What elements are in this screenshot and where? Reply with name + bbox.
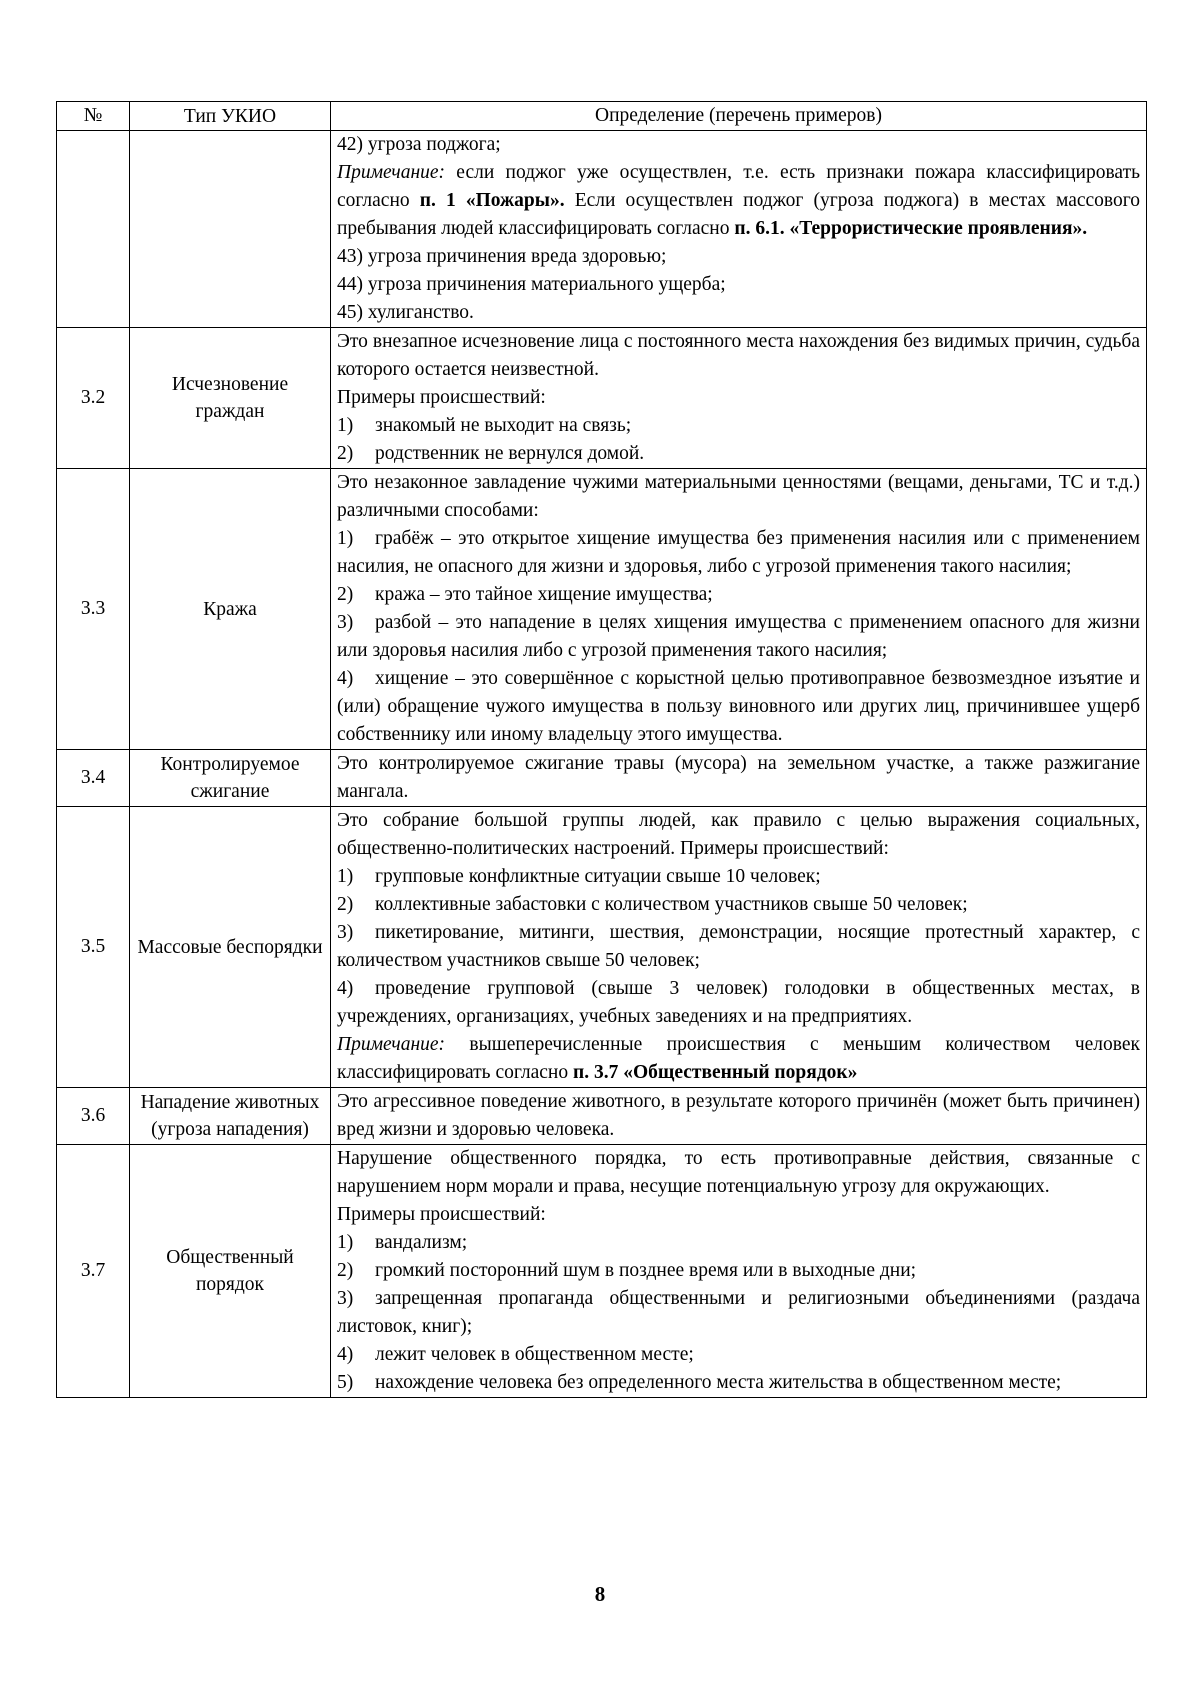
list-item [337, 412, 1140, 440]
row-type: Общественный порядок [130, 1145, 331, 1398]
list-item [337, 525, 1140, 581]
list-number: 3) [337, 922, 354, 943]
list-text: проведение групповой (свыше 3 человек) голодовки в общественных местах, в учреждениях, организациях, учебных заведениях и на предприятиях. [337, 978, 1140, 1027]
definition-intro: Это внезапное исчезновение лица с постоянного места нахождения без видимых причин, судьба которого остается неизвестной. [337, 331, 1140, 380]
row-type [130, 131, 331, 328]
list-text: разбой – это нападение в целях хищения имущества с применением опасного для жизни или здоровья насилия либо с угрозой применения такого насилия; [337, 612, 1140, 661]
list-number: 3) [337, 1288, 354, 1309]
definition-intro: Это незаконное завладение чужими материальными ценностями (вещами, деньгами, ТС и т.д.) различными способами: [337, 472, 1140, 521]
table-row [57, 469, 1147, 750]
list-number: 2) [337, 894, 354, 915]
list-text: коллективные забастовки с количеством участников свыше 50 человек; [375, 894, 968, 915]
definition-intro: Нарушение общественного порядка, то есть противоправные действия, связанные с нарушением норм морали и права, несущие потенциальную угрозу для окружающих. [337, 1148, 1140, 1197]
row-definition [331, 1145, 1147, 1398]
row-definition [331, 750, 1147, 807]
header-definition: Определение (перечень примеров) [331, 102, 1147, 131]
list-item [337, 1341, 1140, 1369]
row-type: Контролируемое сжигание [130, 750, 331, 807]
list-text: знакомый не выходит на связь; [375, 415, 632, 436]
list-text: хищение – это совершённое с корыстной целью противоправное безвозмездное изъятие и (или) обращение чужого имущества в пользу виновного или других лиц, причинившее ущерб собственнику или иному владельцу этого имущества. [337, 668, 1140, 745]
row-type: Нападение животных (угроза нападения) [130, 1088, 331, 1145]
table-row [57, 1088, 1147, 1145]
list-item [337, 1257, 1140, 1285]
table-row [57, 131, 1147, 328]
list-item: 42) угроза поджога; [337, 134, 501, 155]
note-reference: п. 3.7 «Общественный порядок» [572, 1062, 858, 1083]
list-item [337, 665, 1140, 749]
list-text: пикетирование, митинги, шествия, демонстрации, носящие протестный характер, с количеством участников свыше 50 человек; [337, 922, 1140, 971]
list-item: 43) угроза причинения вреда здоровью; [337, 246, 667, 267]
list-item [337, 891, 1140, 919]
examples-label: Примеры происшествий: [337, 387, 546, 408]
table-row [57, 750, 1147, 807]
list-number: 5) [337, 1372, 354, 1393]
row-definition [331, 328, 1147, 469]
list-number: 4) [337, 978, 354, 999]
page-number: 8 [594, 1582, 606, 1606]
table-row [57, 1145, 1147, 1398]
list-number: 1) [337, 1232, 354, 1253]
list-text: лежит человек в общественном месте; [375, 1344, 694, 1365]
list-number: 2) [337, 443, 354, 464]
note [337, 159, 1140, 243]
list-number: 2) [337, 1260, 354, 1281]
list-text: запрещенная пропаганда общественными и религиозными объединениями (раздача листовок, книг); [337, 1288, 1140, 1337]
row-definition [331, 807, 1147, 1088]
definition-intro: Это контролируемое сжигание травы (мусора) на земельном участке, а также разжигание мангала. [337, 753, 1140, 802]
list-number: 1) [337, 415, 354, 436]
list-item [337, 1369, 1140, 1397]
list-item [337, 919, 1140, 975]
note [337, 1031, 1140, 1087]
note-text: Если осуществлен поджог (угроза поджога) в местах массового пребывания людей классифицировать согласно [337, 190, 1140, 239]
list-text: родственник не вернулся домой. [375, 443, 645, 464]
header-type: Тип УКИО [130, 102, 331, 131]
row-definition [331, 469, 1147, 750]
note-text: вышеперечисленные происшествия с меньшим количеством человек классифицировать согласно [337, 1034, 1140, 1083]
list-number: 4) [337, 668, 354, 689]
row-num: 3.2 [57, 328, 130, 469]
list-item [337, 440, 1140, 468]
list-number: 1) [337, 866, 354, 887]
row-num [57, 131, 130, 328]
list-item [337, 581, 1140, 609]
list-text: грабёж – это открытое хищение имущества без применения насилия или с применением насилия, не опасного для жизни и здоровья, либо с угрозой применения такого насилия; [337, 528, 1140, 577]
row-type: Кража [130, 469, 331, 750]
note-label: Примечание: [337, 162, 446, 183]
row-type: Исчезновение граждан [130, 328, 331, 469]
note-text: если поджог уже осуществлен, т.е. есть признаки пожара классифицировать согласно [337, 162, 1140, 211]
table-row [57, 807, 1147, 1088]
table-row [57, 328, 1147, 469]
classification-table [56, 101, 1147, 1398]
list-item: 45) хулиганство. [337, 302, 474, 323]
row-type: Массовые беспорядки [130, 807, 331, 1088]
list-text: громкий посторонний шум в позднее время или в выходные дни; [375, 1260, 917, 1281]
list-number: 4) [337, 1344, 354, 1365]
row-num: 3.7 [57, 1145, 130, 1398]
note-reference: п. 6.1. «Террористические проявления». [734, 218, 1088, 239]
header-num: № [57, 102, 130, 131]
list-text: нахождение человека без определенного места жительства в общественном месте; [375, 1372, 1062, 1393]
definition-intro: Это агрессивное поведение животного, в результате которого причинён (может быть причинен) вред жизни и здоровью человека. [337, 1091, 1140, 1140]
list-item [337, 863, 1140, 891]
row-definition [331, 1088, 1147, 1145]
list-item [337, 1229, 1140, 1257]
examples-label: Примеры происшествий: [337, 1204, 546, 1225]
list-item [337, 1285, 1140, 1341]
row-num: 3.6 [57, 1088, 130, 1145]
row-num: 3.3 [57, 469, 130, 750]
list-text: вандализм; [375, 1232, 468, 1253]
row-definition [331, 131, 1147, 328]
list-item [337, 975, 1140, 1031]
row-num: 3.5 [57, 807, 130, 1088]
note-reference: п. 1 «Пожары». [419, 190, 565, 211]
list-item: 44) угроза причинения материального ущерба; [337, 274, 726, 295]
list-number: 1) [337, 528, 354, 549]
list-text: групповые конфликтные ситуации свыше 10 человек; [375, 866, 821, 887]
list-text: кража – это тайное хищение имущества; [375, 584, 713, 605]
row-num: 3.4 [57, 750, 130, 807]
list-number: 3) [337, 612, 354, 633]
definition-intro: Это собрание большой группы людей, как правило с целью выражения социальных, общественно-политических настроений. Примеры происшествий: [337, 810, 1140, 859]
list-item [337, 609, 1140, 665]
list-number: 2) [337, 584, 354, 605]
table-header-row [57, 102, 1147, 131]
note-label: Примечание: [337, 1034, 446, 1055]
